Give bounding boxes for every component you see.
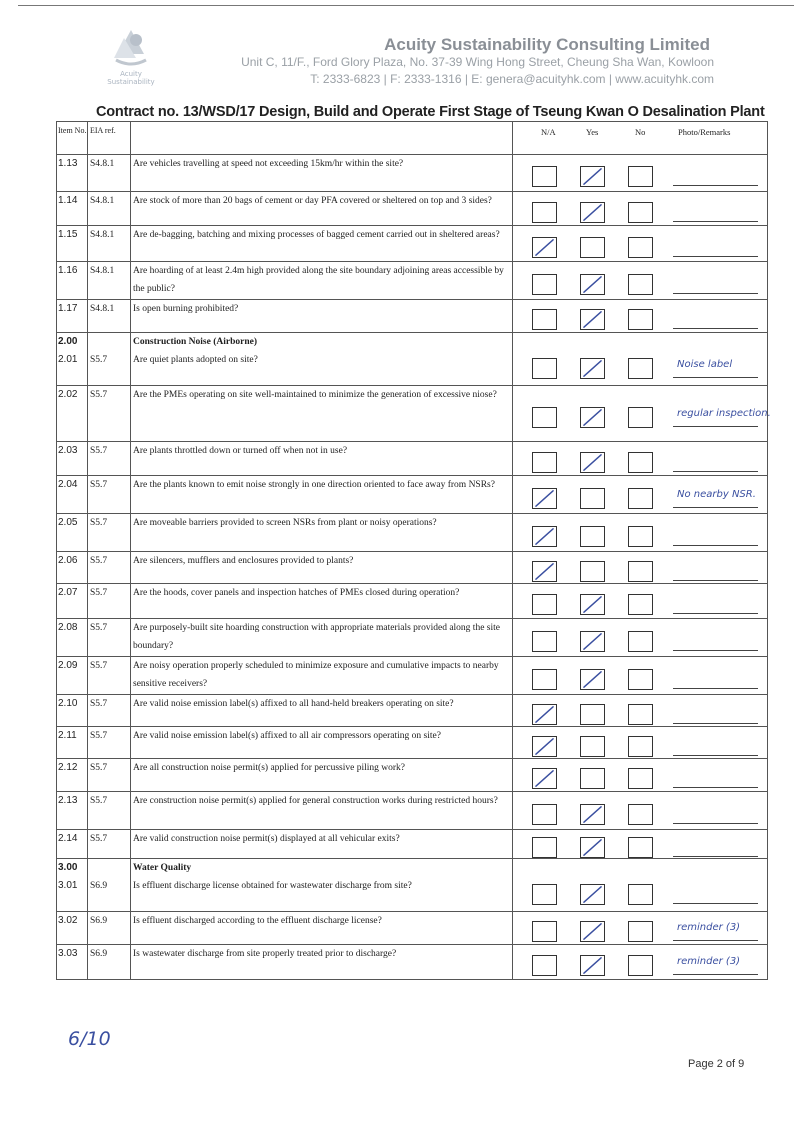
- question: Are stock of more than 20 bags of cement or day PFA covered or sheltered on top and 3 sides?: [131, 192, 513, 226]
- question-text: Is effluent discharge license obtained for wastewater discharge from site?: [133, 881, 412, 891]
- section-number: 2.00: [58, 336, 78, 347]
- eia-ref: S4.8.1: [88, 226, 131, 262]
- question: [131, 859, 513, 912]
- checkbox-na[interactable]: [532, 921, 557, 942]
- eia-ref: S4.8.1: [88, 155, 131, 192]
- checkbox-yes[interactable]: [580, 594, 605, 615]
- table-row: [57, 759, 768, 792]
- answer-cell: [513, 476, 768, 514]
- question: Are vehicles travelling at speed not exceeding 15km/hr within the site?: [131, 155, 513, 192]
- checkbox-yes[interactable]: [580, 804, 605, 825]
- top-rule: [18, 5, 794, 6]
- checkbox-yes[interactable]: [580, 921, 605, 942]
- checkbox-yes[interactable]: [580, 274, 605, 295]
- checkbox-no[interactable]: [628, 837, 653, 858]
- eia-ref: S6.9: [88, 945, 131, 980]
- checkbox-yes[interactable]: [580, 488, 605, 509]
- checkbox-yes[interactable]: [580, 884, 605, 905]
- header-na: N/A: [541, 127, 556, 137]
- checkbox-no[interactable]: [628, 526, 653, 547]
- eia-ref: S5.7: [88, 792, 131, 830]
- answer-cell: [513, 695, 768, 727]
- item-number: 2.05: [57, 514, 88, 552]
- table-row: [57, 552, 768, 584]
- item-number: 2.13: [57, 792, 88, 830]
- checkbox-yes[interactable]: [580, 407, 605, 428]
- table-row: [57, 192, 768, 226]
- eia-ref: S5.7: [88, 830, 131, 859]
- item-number: 2.09: [57, 657, 88, 695]
- question: Are hoarding of at least 2.4m high provided along the site boundary adjoining areas accessible by the public?: [131, 262, 513, 300]
- eia-ref-text: S6.9: [90, 881, 108, 891]
- answer-cell: [513, 584, 768, 619]
- sub-item-number: 3.01: [58, 880, 78, 891]
- table-row: [57, 226, 768, 262]
- question: Are noisy operation properly scheduled to minimize exposure and cumulative impacts to nearby sensitive receivers?: [131, 657, 513, 695]
- handwritten-score: 6/10: [68, 1028, 111, 1050]
- table-row: [57, 476, 768, 514]
- answer-cell: [513, 514, 768, 552]
- remark-text: reminder (3): [677, 956, 741, 967]
- checkbox-no[interactable]: [628, 594, 653, 615]
- question-text: Are quiet plants adopted on site?: [133, 355, 258, 365]
- checkbox-na[interactable]: [532, 166, 557, 187]
- remark-text: No nearby NSR.: [677, 489, 756, 500]
- table-row: [57, 442, 768, 476]
- remark-line: [673, 974, 758, 975]
- table-row: [57, 695, 768, 727]
- checkbox-yes[interactable]: [580, 704, 605, 725]
- checkbox-yes[interactable]: [580, 202, 605, 223]
- answer-cell: [513, 912, 768, 945]
- answer-cell: [513, 552, 768, 584]
- eia-ref: S5.7: [88, 657, 131, 695]
- checkbox-yes[interactable]: [580, 166, 605, 187]
- item-number: 1.15: [57, 226, 88, 262]
- eia-ref: [88, 859, 131, 912]
- checkbox-yes[interactable]: [580, 309, 605, 330]
- checkbox-yes[interactable]: [580, 669, 605, 690]
- header-remarks: Photo/Remarks: [678, 127, 731, 137]
- remark-line: [673, 823, 758, 824]
- item-number: 3.02: [57, 912, 88, 945]
- company-address: Unit C, 11/F., Ford Glory Plaza, No. 37-39 Wing Hong Street, Cheung Sha Wan, Kowloon: [241, 55, 714, 69]
- table-row: [57, 584, 768, 619]
- checkbox-yes[interactable]: [580, 955, 605, 976]
- remark-line: [673, 723, 758, 724]
- checkbox-no[interactable]: [628, 736, 653, 757]
- checkbox-na[interactable]: [532, 669, 557, 690]
- header-answers: [513, 122, 768, 155]
- checkbox-yes[interactable]: [580, 631, 605, 652]
- table-row: [57, 514, 768, 552]
- remark-line: [673, 613, 758, 614]
- answer-cell: [513, 300, 768, 333]
- remark-text: regular inspection.: [677, 408, 771, 419]
- checkbox-na[interactable]: [532, 274, 557, 295]
- question: Are all construction noise permit(s) applied for percussive piling work?: [131, 759, 513, 792]
- question: Are valid noise emission label(s) affixed to all air compressors operating on site?: [131, 727, 513, 759]
- answer-cell: [513, 442, 768, 476]
- table-row: [57, 155, 768, 192]
- checkbox-na[interactable]: [532, 561, 557, 582]
- item-number: 2.14: [57, 830, 88, 859]
- remark-line: [673, 256, 758, 257]
- answer-cell: [513, 657, 768, 695]
- company-name: Acuity Sustainability Consulting Limited: [384, 35, 710, 54]
- header-no: No: [635, 127, 646, 137]
- table-row: [57, 859, 768, 912]
- checkbox-na[interactable]: [532, 309, 557, 330]
- answer-cell: [513, 759, 768, 792]
- section-title: Construction Noise (Airborne): [133, 337, 258, 347]
- answer-cell: [513, 859, 768, 912]
- question: Are the PMEs operating on site well-maintained to minimize the generation of excessive niose?: [131, 386, 513, 442]
- item-number: 1.13: [57, 155, 88, 192]
- answer-cell: [513, 386, 771, 442]
- header-item-no: Item No.: [57, 122, 88, 155]
- checkbox-no[interactable]: [628, 309, 653, 330]
- checkbox-no[interactable]: [628, 561, 653, 582]
- item-number: 1.14: [57, 192, 88, 226]
- table-row: [57, 619, 768, 657]
- checkbox-yes[interactable]: [580, 561, 605, 582]
- item-number: 2.08: [57, 619, 88, 657]
- checkbox-no[interactable]: [628, 884, 653, 905]
- checkbox-na[interactable]: [532, 202, 557, 223]
- table-row: [57, 657, 768, 695]
- answer-cell: [513, 945, 768, 980]
- question: Are silencers, mufflers and enclosures provided to plants?: [131, 552, 513, 584]
- remark-line: [673, 688, 758, 689]
- checkbox-no[interactable]: [628, 768, 653, 789]
- item-number: 1.16: [57, 262, 88, 300]
- question: Are de-bagging, batching and mixing processes of bagged cement carried out in sheltered areas?: [131, 226, 513, 262]
- checkbox-na[interactable]: [532, 704, 557, 725]
- question: Is open burning prohibited?: [131, 300, 513, 333]
- eia-ref: S5.7: [88, 727, 131, 759]
- question: Is wastewater discharge from site properly treated prior to discharge?: [131, 945, 513, 980]
- eia-ref: S4.8.1: [88, 262, 131, 300]
- item-number: 2.11: [57, 727, 88, 759]
- checkbox-no[interactable]: [628, 631, 653, 652]
- eia-ref: S5.7: [88, 619, 131, 657]
- remark-line: [673, 787, 758, 788]
- checkbox-no[interactable]: [628, 669, 653, 690]
- header-yes: Yes: [586, 127, 599, 137]
- remark-line: [673, 903, 758, 904]
- question: Are the plants known to emit noise strongly in one direction oriented to face away from NSRs?: [131, 476, 513, 514]
- checkbox-no[interactable]: [628, 274, 653, 295]
- table-row: [57, 912, 768, 945]
- item-number: 2.02: [57, 386, 88, 442]
- table-row: [57, 300, 768, 333]
- item-number: 1.17: [57, 300, 88, 333]
- checkbox-no[interactable]: [628, 358, 653, 379]
- table-row: [57, 830, 768, 859]
- remark-line: [673, 221, 758, 222]
- question: Is effluent discharged according to the effluent discharge license?: [131, 912, 513, 945]
- table-row: [57, 792, 768, 830]
- checkbox-no[interactable]: [628, 202, 653, 223]
- checkbox-na[interactable]: [532, 631, 557, 652]
- remark-text: Noise label: [677, 359, 733, 370]
- eia-ref: S5.7: [88, 759, 131, 792]
- checkbox-na[interactable]: [532, 804, 557, 825]
- table-row: [57, 262, 768, 300]
- eia-ref: S4.8.1: [88, 300, 131, 333]
- checkbox-no[interactable]: [628, 921, 653, 942]
- item-number: [57, 859, 88, 912]
- question: Are valid construction noise permit(s) displayed at all vehicular exits?: [131, 830, 513, 859]
- question: Are plants throttled down or turned off when not in use?: [131, 442, 513, 476]
- checkbox-no[interactable]: [628, 955, 653, 976]
- remark-line: [673, 426, 758, 427]
- checkbox-yes[interactable]: [580, 452, 605, 473]
- checkbox-na[interactable]: [532, 884, 557, 905]
- header-question: [131, 122, 513, 155]
- remark-line: [673, 856, 758, 857]
- eia-ref: S5.7: [88, 386, 131, 442]
- checkbox-na[interactable]: [532, 955, 557, 976]
- table-row: [57, 386, 768, 442]
- remark-text: reminder (3): [677, 922, 741, 933]
- question: Are construction noise permit(s) applied for general construction works during restricted hours?: [131, 792, 513, 830]
- checkbox-na[interactable]: [532, 768, 557, 789]
- remark-line: [673, 185, 758, 186]
- remark-line: [673, 940, 758, 941]
- checkbox-no[interactable]: [628, 166, 653, 187]
- page-number: Page 2 of 9: [688, 1058, 745, 1070]
- eia-ref: S5.7: [88, 476, 131, 514]
- answer-cell: [513, 192, 768, 226]
- question: Are the hoods, cover panels and inspection hatches of PMEs closed during operation?: [131, 584, 513, 619]
- answer-cell: [513, 619, 768, 657]
- item-number: 2.07: [57, 584, 88, 619]
- remark-line: [673, 580, 758, 581]
- question: [131, 333, 513, 386]
- item-number: 2.10: [57, 695, 88, 727]
- question: Are valid noise emission label(s) affixed to all hand-held breakers operating on site?: [131, 695, 513, 727]
- item-number: [57, 333, 88, 386]
- remark-line: [673, 377, 758, 378]
- section-number: 3.00: [58, 862, 78, 873]
- header-eia-ref: EIA ref.: [88, 122, 131, 155]
- checkbox-na[interactable]: [532, 407, 557, 428]
- checkbox-yes[interactable]: [580, 837, 605, 858]
- item-number: 2.12: [57, 759, 88, 792]
- item-number: 3.03: [57, 945, 88, 980]
- sub-item-number: 2.01: [58, 354, 78, 365]
- eia-ref: S5.7: [88, 695, 131, 727]
- remark-line: [673, 471, 758, 472]
- remark-line: [673, 545, 758, 546]
- question: Are purposely-built site hoarding construction with appropriate materials provided along the site boundary?: [131, 619, 513, 657]
- checkbox-no[interactable]: [628, 237, 653, 258]
- answer-cell: [513, 155, 768, 192]
- checkbox-yes[interactable]: [580, 768, 605, 789]
- checkbox-na[interactable]: [532, 594, 557, 615]
- checkbox-na[interactable]: [532, 526, 557, 547]
- checkbox-yes[interactable]: [580, 526, 605, 547]
- item-number: 2.03: [57, 442, 88, 476]
- checklist-table: [56, 121, 771, 980]
- answer-cell: [513, 226, 768, 262]
- checkbox-no[interactable]: [628, 452, 653, 473]
- answer-cell: [513, 333, 768, 386]
- checkbox-no[interactable]: [628, 804, 653, 825]
- checkbox-na[interactable]: [532, 452, 557, 473]
- answer-cell: [513, 792, 768, 830]
- logo-text: Acuity Sustainability: [107, 70, 155, 86]
- remark-line: [673, 328, 758, 329]
- eia-ref-text: S5.7: [90, 355, 108, 365]
- eia-ref: S6.9: [88, 912, 131, 945]
- checkbox-yes[interactable]: [580, 736, 605, 757]
- table-row: [57, 333, 768, 386]
- question: Are moveable barriers provided to screen NSRs from plant or noisy operations?: [131, 514, 513, 552]
- checkbox-na[interactable]: [532, 358, 557, 379]
- checkbox-na[interactable]: [532, 736, 557, 757]
- item-number: 2.04: [57, 476, 88, 514]
- answer-cell: [513, 262, 768, 300]
- checkbox-no[interactable]: [628, 488, 653, 509]
- checkbox-yes[interactable]: [580, 358, 605, 379]
- eia-ref: S5.7: [88, 552, 131, 584]
- company-contact: T: 2333-6823 | F: 2333-1316 | E: genera@acuityhk.com | www.acuityhk.com: [310, 72, 714, 86]
- eia-ref: S4.8.1: [88, 192, 131, 226]
- answer-cell: [513, 830, 768, 859]
- remark-line: [673, 650, 758, 651]
- checkbox-na[interactable]: [532, 488, 557, 509]
- remark-line: [673, 755, 758, 756]
- table-row: [57, 727, 768, 759]
- eia-ref: S5.7: [88, 584, 131, 619]
- checkbox-no[interactable]: [628, 407, 653, 428]
- remark-line: [673, 293, 758, 294]
- remark-line: [673, 507, 758, 508]
- eia-ref: [88, 333, 131, 386]
- contract-title: Contract no. 13/WSD/17 Design, Build and Operate First Stage of Tseung Kwan O Desalination Plant: [96, 104, 765, 120]
- checkbox-yes[interactable]: [580, 237, 605, 258]
- answer-cell: [513, 727, 768, 759]
- item-number: 2.06: [57, 552, 88, 584]
- checkbox-na[interactable]: [532, 237, 557, 258]
- section-title: Water Quality: [133, 863, 192, 873]
- checkbox-na[interactable]: [532, 837, 557, 858]
- table-row: [57, 945, 768, 980]
- eia-ref: S5.7: [88, 514, 131, 552]
- eia-ref: S5.7: [88, 442, 131, 476]
- checkbox-no[interactable]: [628, 704, 653, 725]
- table-header-row: [57, 122, 768, 155]
